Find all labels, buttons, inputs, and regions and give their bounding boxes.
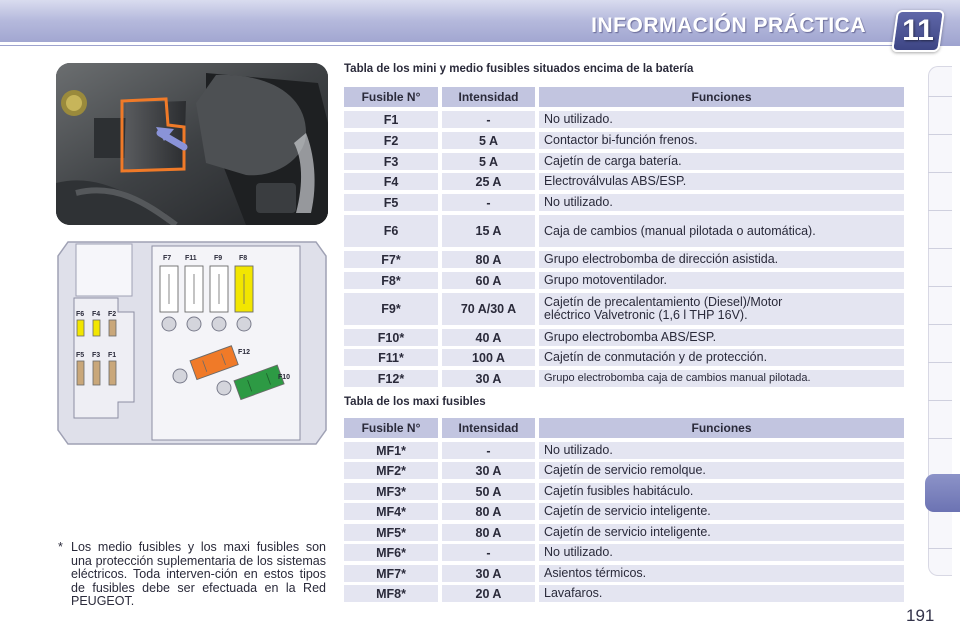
- table-row: [344, 349, 904, 366]
- fuse-amperage: 5 A: [442, 132, 535, 149]
- table-row: [344, 153, 904, 170]
- fuse-amperage: 5 A: [442, 153, 535, 170]
- table-header-row: [344, 87, 904, 107]
- tab-divider: [928, 172, 952, 173]
- fuse-function: Electroválvulas ABS/ESP.: [539, 173, 904, 190]
- header-functions: Funciones: [539, 418, 904, 438]
- table-row: [344, 132, 904, 149]
- fuse-id: F4: [344, 173, 438, 190]
- tab-divider: [928, 400, 952, 401]
- fuse-id: MF3*: [344, 483, 438, 500]
- fuse-id: F8*: [344, 272, 438, 289]
- fuse-amperage: 20 A: [442, 585, 535, 602]
- fuse-id: F3: [344, 153, 438, 170]
- fuse-function: No utilizado.: [539, 111, 904, 128]
- label-f3: F3: [92, 352, 101, 359]
- table-row: [344, 442, 904, 459]
- fuse-function-line: Cajetín de precalentamiento (Diesel)/Motor: [544, 295, 783, 309]
- fuse-function: No utilizado.: [539, 194, 904, 211]
- fuse-id: MF6*: [344, 544, 438, 561]
- table-row: [344, 544, 904, 561]
- table-row: [344, 565, 904, 582]
- engine-bay-photo: [56, 63, 328, 225]
- table-row: [344, 215, 904, 247]
- fuse-function: Cajetín de servicio remolque.: [539, 462, 904, 479]
- table-row: [344, 251, 904, 268]
- tab-divider: [928, 134, 952, 135]
- fuse-id: F11*: [344, 349, 438, 366]
- label-f6: F6: [76, 311, 85, 318]
- fuse-function: [539, 293, 904, 325]
- tab-divider: [928, 210, 952, 211]
- header-functions: Funciones: [539, 87, 904, 107]
- fuse-id: MF8*: [344, 585, 438, 602]
- fuse-id: MF1*: [344, 442, 438, 459]
- fuse-amperage: 30 A: [442, 370, 535, 387]
- label-f2: F2: [108, 311, 117, 318]
- label-f1: F1: [108, 352, 117, 359]
- table-row: [344, 194, 904, 211]
- fuse-amperage: -: [442, 442, 535, 459]
- fuse-amperage: 50 A: [442, 483, 535, 500]
- fuse-function: Cajetín de carga batería.: [539, 153, 904, 170]
- label-f9: F9: [214, 255, 223, 262]
- label-f7: F7: [163, 255, 172, 262]
- fuse-amperage: -: [442, 111, 535, 128]
- page-number: 191: [906, 606, 935, 625]
- header-fuse: Fusible N°: [344, 418, 438, 438]
- table-row: [344, 524, 904, 541]
- fuse-function: Grupo electrobomba caja de cambios manual pilotada.: [539, 370, 904, 387]
- maxi-table-title: Tabla de los maxi fusibles: [344, 396, 486, 408]
- label-f5: F5: [76, 352, 85, 359]
- fuse-amperage: 30 A: [442, 462, 535, 479]
- table-header-row: [344, 418, 904, 438]
- fuse-function: Grupo electrobomba de dirección asistida.: [539, 251, 904, 268]
- fuse-amperage: 60 A: [442, 272, 535, 289]
- table-row: [344, 503, 904, 520]
- fuse-function: Cajetín de servicio inteligente.: [539, 503, 904, 520]
- fuse-id: F10*: [344, 329, 438, 346]
- fuse-box-diagram: [56, 240, 328, 446]
- header-divider: [0, 42, 900, 45]
- table-row: [344, 462, 904, 479]
- tab-divider: [928, 286, 952, 287]
- fuse-amperage: 100 A: [442, 349, 535, 366]
- fuse-function: No utilizado.: [539, 544, 904, 561]
- fuse-amperage: -: [442, 544, 535, 561]
- label-f11: F11: [185, 255, 197, 262]
- header-amperage: Intensidad: [442, 418, 535, 438]
- fuse-amperage: 15 A: [442, 215, 535, 247]
- fuse-id: F5: [344, 194, 438, 211]
- page-title: INFORMACIÓN PRÁCTICA: [591, 14, 866, 37]
- fuse-function: Cajetín de conmutación y de protección.: [539, 349, 904, 366]
- fuse-id: F12*: [344, 370, 438, 387]
- label-f4: F4: [92, 311, 101, 318]
- tab-divider: [928, 248, 952, 249]
- table-row: [344, 483, 904, 500]
- footnote-text: Los medio fusibles y los maxi fusibles son una protección suplementaria de los sistemas eléctricos. Toda interven-ción en estos tipos de fusibles debe ser efectuada en la Red PEUGEOT.: [71, 540, 326, 608]
- fuse-amperage: 80 A: [442, 524, 535, 541]
- tab-divider: [928, 96, 952, 97]
- engine-bay-illustration: [56, 63, 328, 225]
- tab-divider: [928, 362, 952, 363]
- fuse-amperage: 40 A: [442, 329, 535, 346]
- footnote-marker: *: [58, 540, 63, 554]
- chapter-tab-active[interactable]: [925, 474, 960, 512]
- label-f8: F8: [239, 255, 248, 262]
- fuse-function-line: eléctrico Valvetronic (1,6 l THP 16V).: [544, 308, 748, 322]
- fuse-amperage: 30 A: [442, 565, 535, 582]
- fuse-function: Contactor bi-función frenos.: [539, 132, 904, 149]
- footnote: [58, 541, 326, 609]
- fuse-function: No utilizado.: [539, 442, 904, 459]
- table-row: [344, 370, 904, 387]
- fuse-id: F9*: [344, 293, 438, 325]
- fuse-function: Cajetín de servicio inteligente.: [539, 524, 904, 541]
- fuse-amperage: 70 A/30 A: [442, 293, 535, 325]
- chapter-number: 11: [902, 14, 934, 47]
- fuse-amperage: 25 A: [442, 173, 535, 190]
- fuse-id: MF2*: [344, 462, 438, 479]
- fuse-id: MF7*: [344, 565, 438, 582]
- tab-divider: [928, 438, 952, 439]
- fuse-function: Lavafaros.: [539, 585, 904, 602]
- fuse-id: F7*: [344, 251, 438, 268]
- fuse-id: MF5*: [344, 524, 438, 541]
- table-row: [344, 585, 904, 602]
- fuse-id: F6: [344, 215, 438, 247]
- table-row: [344, 173, 904, 190]
- fuse-function: Grupo motoventilador.: [539, 272, 904, 289]
- table-row: [344, 329, 904, 346]
- fuse-id: MF4*: [344, 503, 438, 520]
- table-row: [344, 111, 904, 128]
- label-f10: F10: [278, 374, 291, 381]
- fuse-layout-illustration: [56, 240, 328, 446]
- table-row: [344, 293, 904, 325]
- header-fuse: Fusible N°: [344, 87, 438, 107]
- fuse-function: Cajetín fusibles habitáculo.: [539, 483, 904, 500]
- fuse-function: Grupo electrobomba ABS/ESP.: [539, 329, 904, 346]
- fuse-id: F1: [344, 111, 438, 128]
- tab-divider: [928, 548, 952, 549]
- mini-table-title: Tabla de los mini y medio fusibles situados encima de la batería: [344, 63, 694, 75]
- fuse-amperage: -: [442, 194, 535, 211]
- header-amperage: Intensidad: [442, 87, 535, 107]
- fuse-function: Asientos térmicos.: [539, 565, 904, 582]
- fuse-amperage: 80 A: [442, 503, 535, 520]
- fuse-amperage: 80 A: [442, 251, 535, 268]
- fuse-function: Caja de cambios (manual pilotada o automática).: [539, 215, 904, 247]
- label-f12: F12: [238, 349, 251, 356]
- tab-divider: [928, 324, 952, 325]
- fuse-id: F2: [344, 132, 438, 149]
- table-row: [344, 272, 904, 289]
